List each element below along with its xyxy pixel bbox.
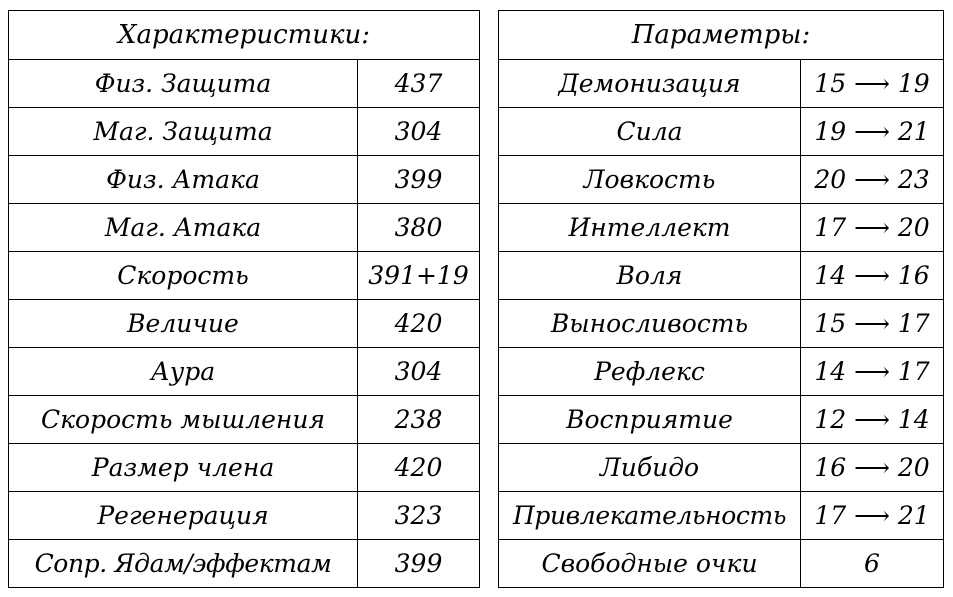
table-row [9,540,480,588]
parameter-name: Свободные очки [499,540,801,588]
parameter-value: 20 ⟶ 23 [801,156,944,204]
table-row [9,204,480,252]
table-row [499,300,944,348]
characteristic-value: 304 [358,108,480,156]
table-row [9,444,480,492]
table-row [499,540,944,588]
parameters-table [498,10,944,588]
parameter-value: 14 ⟶ 16 [801,252,944,300]
characteristic-name: Регенерация [9,492,358,540]
table-row [499,108,944,156]
characteristic-name: Физ. Атака [9,156,358,204]
characteristic-name: Скорость [9,252,358,300]
characteristic-name: Размер члена [9,444,358,492]
parameter-name: Воля [499,252,801,300]
table-row [9,492,480,540]
characteristic-name: Скорость мышления [9,396,358,444]
parameters-header: Параметры: [499,11,944,60]
table-row [499,156,944,204]
parameter-value: 12 ⟶ 14 [801,396,944,444]
table-row [9,252,480,300]
characteristic-value: 399 [358,540,480,588]
table-row [9,108,480,156]
characteristic-value: 380 [358,204,480,252]
table-row [499,348,944,396]
parameter-value: 19 ⟶ 21 [801,108,944,156]
parameter-value: 14 ⟶ 17 [801,348,944,396]
parameter-name: Выносливость [499,300,801,348]
parameter-name: Ловкость [499,156,801,204]
characteristic-value: 323 [358,492,480,540]
table-row [499,444,944,492]
characteristic-name: Сопр. Ядам/эффектам [9,540,358,588]
characteristic-value: 304 [358,348,480,396]
parameter-value: 6 [801,540,944,588]
table-row [499,492,944,540]
characteristics-header-row [9,11,480,60]
table-row [9,396,480,444]
parameter-name: Привлекательность [499,492,801,540]
table-row [499,60,944,108]
table-row [499,252,944,300]
table-row [499,204,944,252]
table-row [9,60,480,108]
parameter-name: Демонизация [499,60,801,108]
characteristic-name: Физ. Защита [9,60,358,108]
characteristic-value: 437 [358,60,480,108]
parameter-value: 17 ⟶ 21 [801,492,944,540]
characteristic-value: 399 [358,156,480,204]
parameter-name: Рефлекс [499,348,801,396]
characteristics-header: Характеристики: [9,11,480,60]
characteristic-name: Маг. Защита [9,108,358,156]
characteristic-value: 238 [358,396,480,444]
table-row [499,396,944,444]
parameter-name: Восприятие [499,396,801,444]
parameter-value: 17 ⟶ 20 [801,204,944,252]
characteristic-value: 391+19 [358,252,480,300]
parameter-name: Сила [499,108,801,156]
parameter-value: 16 ⟶ 20 [801,444,944,492]
parameters-header-row [499,11,944,60]
characteristic-value: 420 [358,300,480,348]
table-row [9,300,480,348]
characteristic-name: Аура [9,348,358,396]
characteristics-table [8,10,480,588]
characteristic-value: 420 [358,444,480,492]
characteristic-name: Величие [9,300,358,348]
characteristic-name: Маг. Атака [9,204,358,252]
parameter-value: 15 ⟶ 17 [801,300,944,348]
table-row [9,156,480,204]
parameter-name: Интеллект [499,204,801,252]
table-row [9,348,480,396]
parameter-value: 15 ⟶ 19 [801,60,944,108]
parameter-name: Либидо [499,444,801,492]
